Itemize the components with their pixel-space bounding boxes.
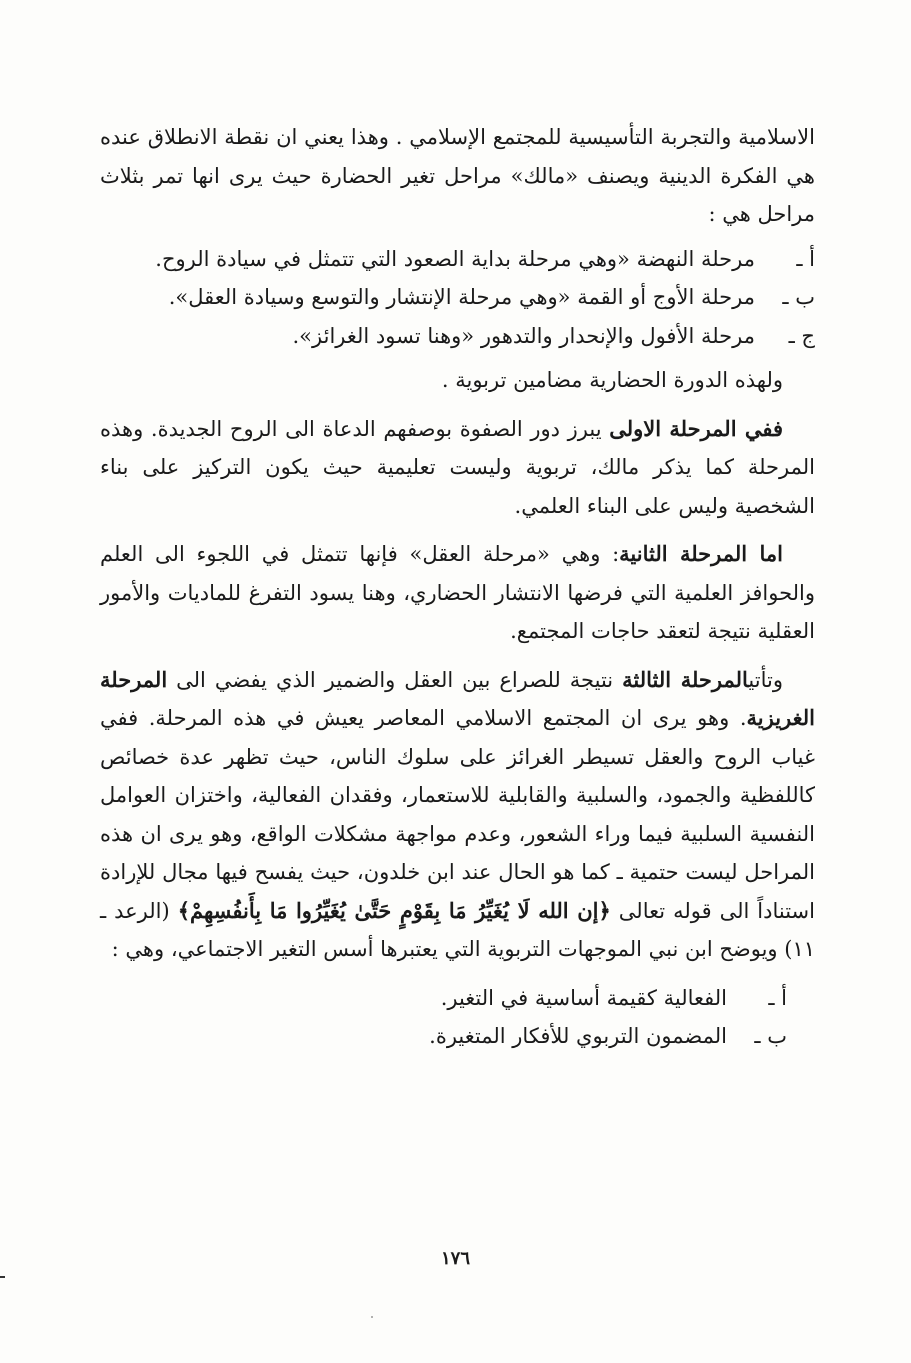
page-body xyxy=(100,118,815,1056)
list-item xyxy=(357,979,787,1018)
third-stage-text-3: (الرعد ـ ١١) ويوضح ابن نبي الموجهات التربوية التي يعتبرها أسس التغير الاجتماعي، وهي : xyxy=(100,898,815,961)
list-item xyxy=(100,240,815,279)
list-marker: أ ـ xyxy=(796,246,815,271)
list-item-text: الفعالية كقيمة أساسية في التغير. xyxy=(440,985,727,1010)
list-item-text: المضمون التربوي للأفكار المتغيرة. xyxy=(429,1024,727,1048)
paragraph-intro: الاسلامية والتجربة التأسيسية للمجتمع الإسلامي . وهذا يعني ان نقطة الانطلاق عنده هي الفكرة الدينية ويصنف «مالك» مراحل تغير الحضارة حيث يرى انها تمر بثلاث مراحل هي : xyxy=(100,125,815,226)
list-item xyxy=(357,1017,787,1056)
paragraph-second-stage xyxy=(100,535,815,651)
list-item xyxy=(100,278,815,317)
list-educational-guides xyxy=(357,979,787,1056)
list-marker: أ ـ xyxy=(768,985,787,1010)
first-stage-heading: ففي المرحلة الاولى xyxy=(609,415,783,441)
first-stage-text: يبرز دور الصفوة بوصفهم الدعاة الى الروح الجديدة. وهذه المرحلة كما يذكر مالك، تربوية وليست تعليمية حيث يكون التركيز على بناء الشخصية وليس على البناء العلمي. xyxy=(100,416,815,518)
scan-edge-mark xyxy=(0,1276,5,1278)
list-item-text: مرحلة الأوج أو القمة «وهي مرحلة الإنتشار والتوسع وسيادة العقل». xyxy=(168,285,755,309)
page-number: ١٧٦ xyxy=(440,1248,470,1269)
second-stage-text: : وهي «مرحلة العقل» فإنها تتمثل في اللجوء الى العلم والحوافز العلمية التي فرضها الانتشار الحضاري، وهنا يسود التفرغ للماديات والأمور العقلية نتيجة لتعقد حاجات المجتمع. xyxy=(100,542,815,643)
quran-verse: ﴿إن الله لَا يُغَيِّرُ مَا بِقَوْمٍ حَتَّىٰ يُغَيِّرُوا مَا بِأَنفُسِهِمْ﴾ xyxy=(177,897,611,923)
paragraph-first-stage xyxy=(100,410,815,526)
list-marker: ب ـ xyxy=(782,285,815,309)
list-item-text: مرحلة النهضة «وهي مرحلة بداية الصعود التي تتمثل في سيادة الروح. xyxy=(155,246,755,271)
list-marker: ج ـ xyxy=(788,323,815,348)
third-stage-text-2: . وهو يرى ان المجتمع الاسلامي المعاصر يعيش في هذه المرحلة. ففي غياب الروح والعقل تسيطر الغرائز على سلوك الناس، حيث تظهر عدة خصائص كاللفظية والجمود، والسلبية والقابلية للاستعمار، وفقدان الفعالية، واختزان العوامل النفسية السلبية فيما وراء الشعور، وعدم مواجهة مشكلات الواقع، وهو يرى ان هذه المراحل ليست حتمية ـ كما هو الحال عند ابن خلدون، حيث يفسح فيها مجال للإرادة استناداً الى قوله تعالى xyxy=(100,706,815,923)
paragraph-third-stage xyxy=(100,661,815,969)
list-item xyxy=(100,317,815,356)
third-stage-lead: وتأتي xyxy=(748,667,783,692)
scan-speck xyxy=(371,1316,373,1318)
list-item-text: مرحلة الأفول والإنحدار والتدهور «وهنا تسود الغرائز». xyxy=(292,323,755,348)
paragraph-educational-content: ولهذه الدورة الحضارية مضامين تربوية . xyxy=(441,368,783,392)
third-stage-heading: المرحلة الثالثة xyxy=(622,666,749,692)
second-stage-heading: اما المرحلة الثانية xyxy=(619,541,783,566)
third-stage-text-1: نتيجة للصراع بين العقل والضمير الذي يفضي الى xyxy=(167,667,623,692)
list-marker: ب ـ xyxy=(754,1024,787,1048)
list-civilization-stages xyxy=(100,240,815,356)
instinct-stage-heading: المرحلة الغريزية xyxy=(100,666,815,730)
